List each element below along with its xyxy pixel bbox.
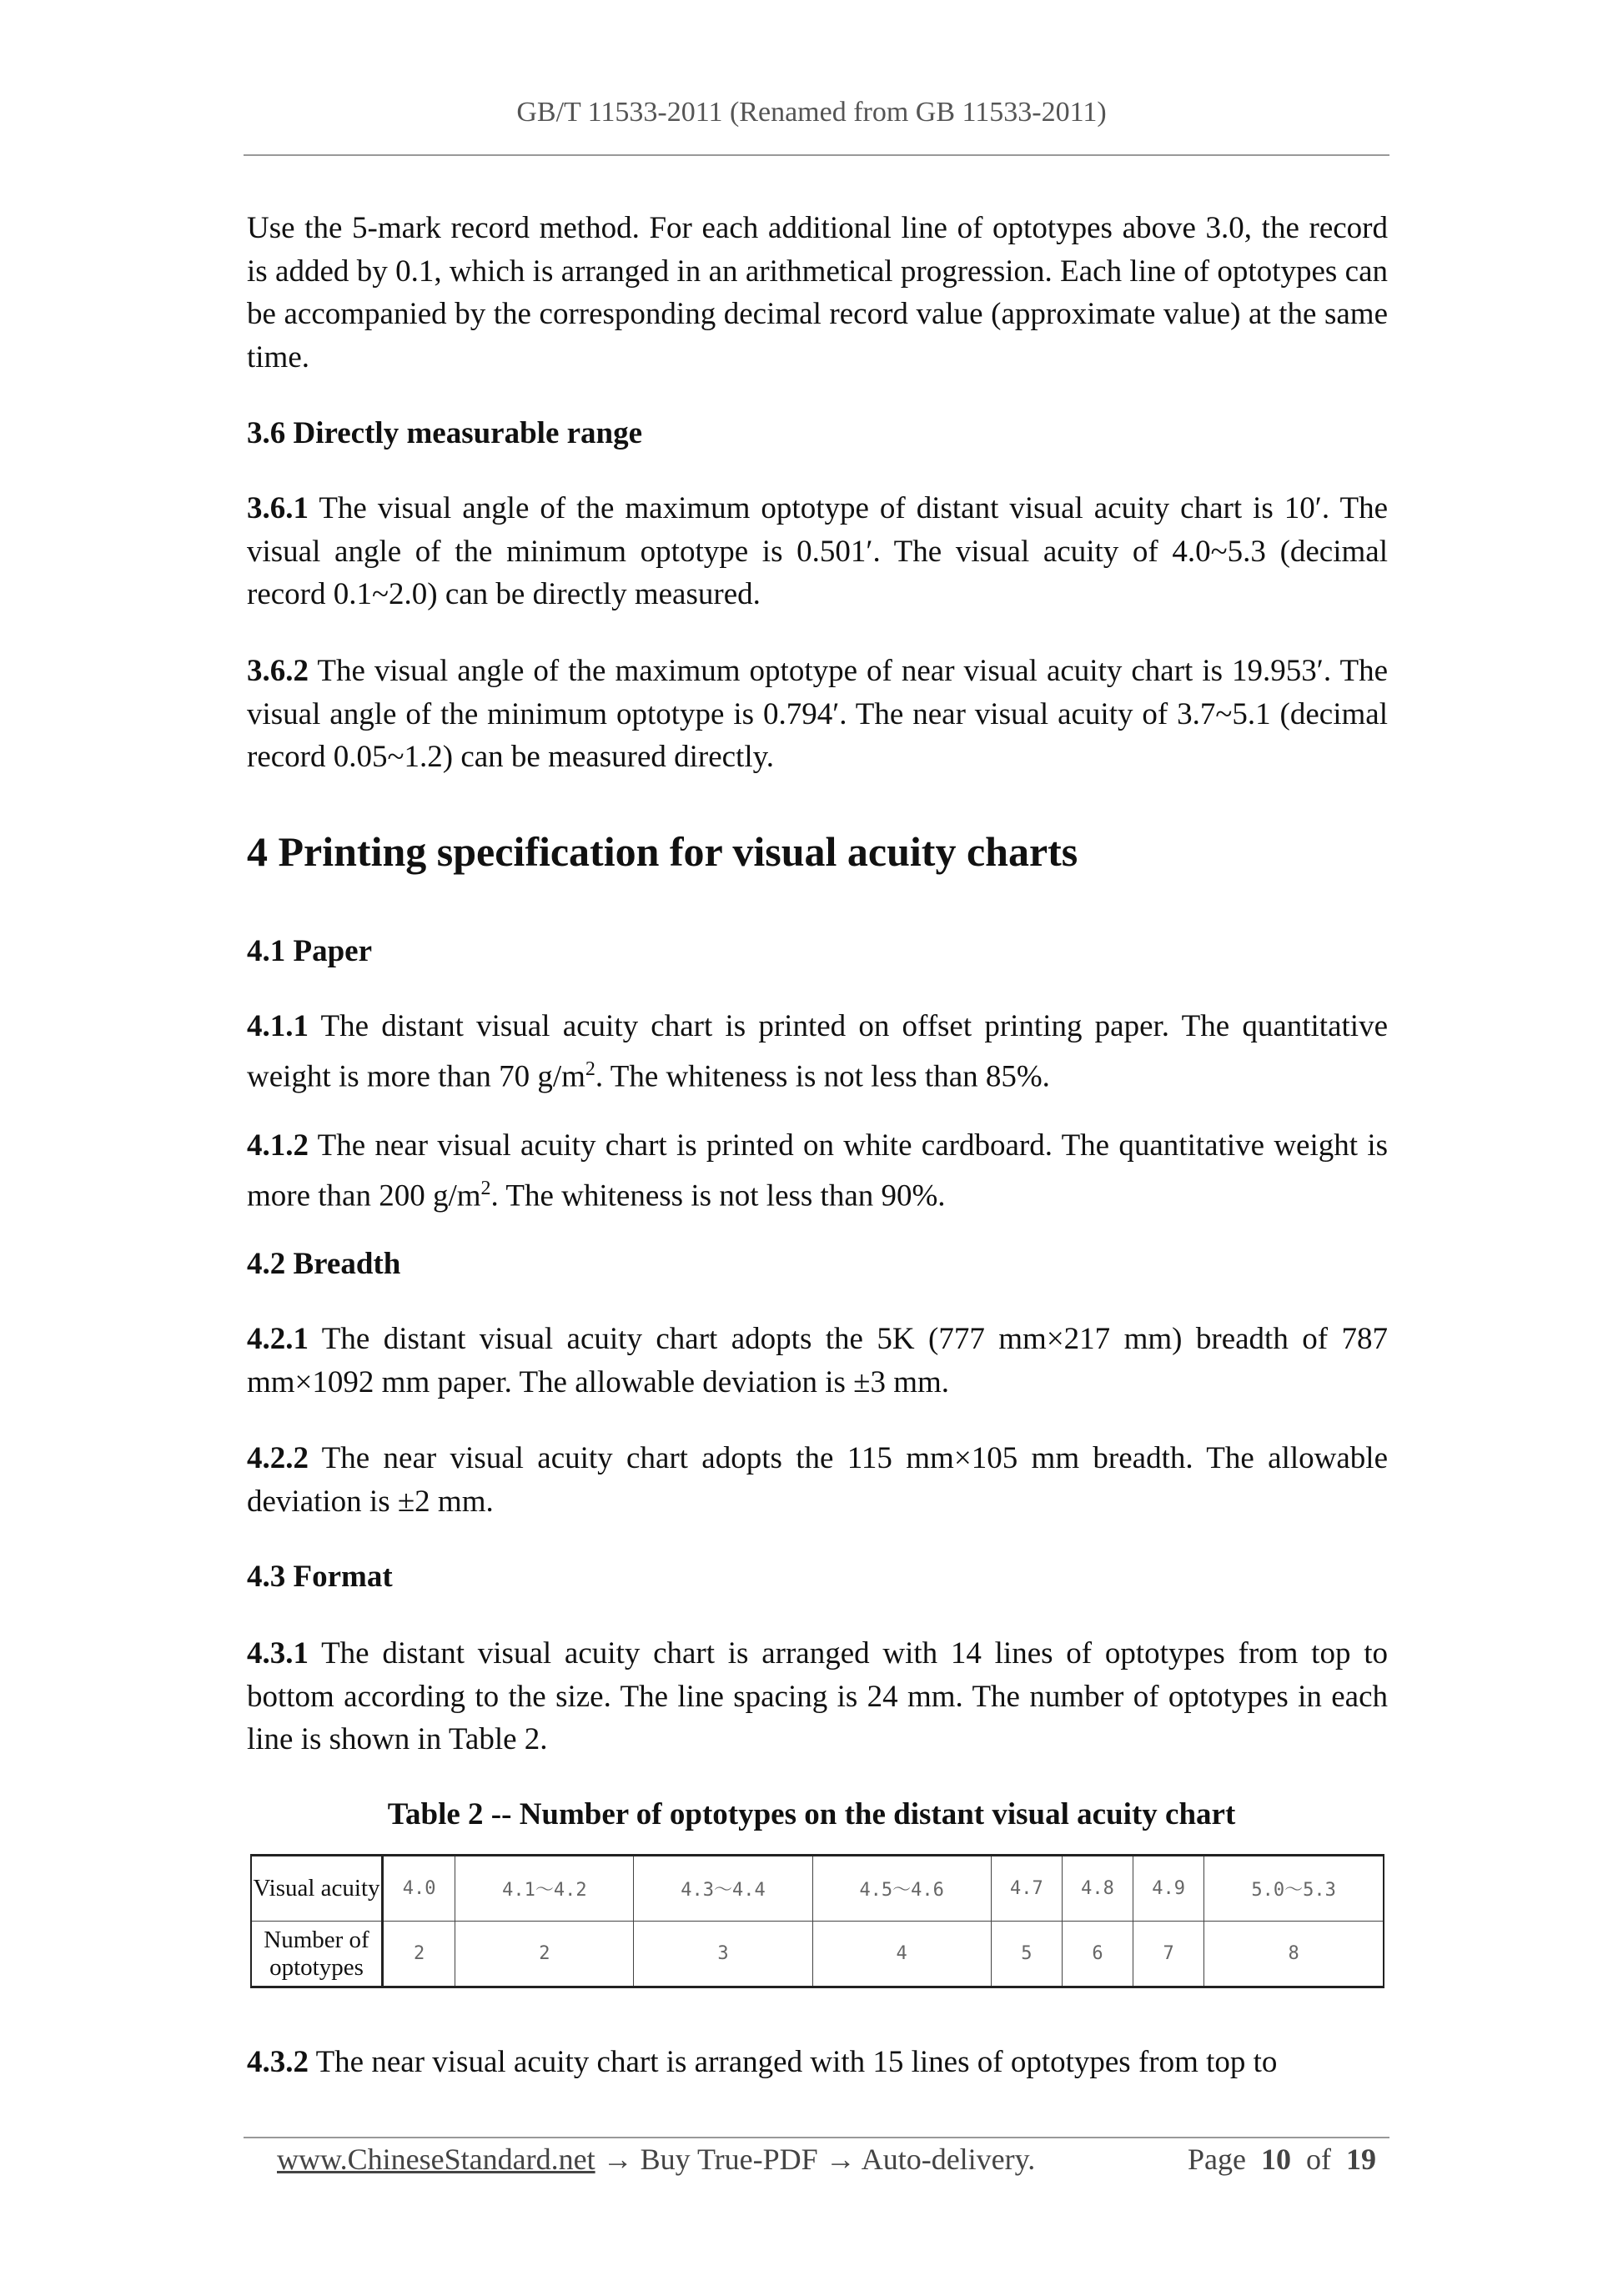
clause-text: The distant visual acuity chart is printed on offset printing paper. The quantitative weight is more than 70 g/m (247, 1009, 1388, 1093)
table-cell: 3 (634, 1922, 812, 1987)
arrow-right-icon: → (825, 2143, 856, 2176)
para-4-1-1 (247, 1005, 1388, 1098)
clause-number: 4.1.1 (247, 1009, 309, 1043)
para-4-3-2 (247, 2041, 1388, 2084)
clause-text: . The whiteness is not less than 90%. (490, 1178, 946, 1213)
clause-text: The near visual acuity chart is printed on white cardboard. The quantitative weight is more than 200 g/m (247, 1128, 1388, 1213)
table-cell: 4.9 (1133, 1856, 1204, 1922)
page-label: Page (1188, 2143, 1246, 2176)
table-cell: 7 (1133, 1922, 1204, 1987)
table-row (251, 1922, 1384, 1987)
optotype-count-table (250, 1854, 1384, 1988)
clause-text: The distant visual acuity chart adopts the 5K (777 mm×217 mm) breadth of 787 mm×1092 mm paper. The allowable deviation is ±3 mm. (247, 1322, 1388, 1399)
clause-number: 3.6.2 (247, 654, 309, 688)
section-3-6-heading: 3.6 Directly measurable range (247, 416, 643, 450)
table-cell: 5 (991, 1922, 1062, 1987)
para-3-6-2 (247, 650, 1388, 779)
total-pages: 19 (1345, 2143, 1376, 2176)
clause-text: The distant visual acuity chart is arranged with 14 lines of optotypes from top to bottom according to the size. The line spacing is 24 mm. The number of optotypes in each line is shown in Table 2. (247, 1636, 1388, 1756)
table-cell: 4.7 (991, 1856, 1062, 1922)
of-label: of (1305, 2143, 1331, 2176)
clause-number: 4.3.2 (247, 2045, 309, 2079)
para-4-2-1 (247, 1318, 1388, 1404)
superscript: 2 (480, 1177, 491, 1199)
superscript: 2 (585, 1058, 595, 1080)
page-number (1188, 2142, 1376, 2177)
clause-number: 4.1.2 (247, 1128, 309, 1163)
table-cell: 4.0 (383, 1856, 455, 1922)
table-cell: 5.0～5.3 (1204, 1856, 1384, 1922)
table-row (251, 1856, 1384, 1922)
para-4-1-2 (247, 1124, 1388, 1217)
header-divider (244, 154, 1389, 156)
arrow-right-icon: → (602, 2143, 633, 2176)
para-4-2-2 (247, 1437, 1388, 1523)
table-cell: 4.8 (1062, 1856, 1133, 1922)
current-page: 10 (1260, 2143, 1291, 2176)
delivery-text: Auto-delivery. (861, 2143, 1036, 2176)
footer-promo (277, 2142, 1035, 2177)
row-header: Number of optotypes (251, 1922, 383, 1987)
table-cell: 4.5～4.6 (812, 1856, 991, 1922)
section-4-2-heading: 4.2 Breadth (247, 1247, 401, 1281)
table-cell: 8 (1204, 1922, 1384, 1987)
footer-divider (244, 2137, 1389, 2138)
table-cell: 4 (812, 1922, 991, 1987)
clause-text: . The whiteness is not less than 85%. (595, 1058, 1050, 1093)
clause-number: 3.6.1 (247, 491, 309, 525)
clause-number: 4.2.1 (247, 1322, 309, 1356)
row-header: Visual acuity (251, 1856, 383, 1922)
buy-text: Buy True-PDF (640, 2143, 818, 2176)
website-link[interactable]: www.ChineseStandard.net (277, 2143, 595, 2176)
table-caption: Table 2 -- Number of optotypes on the distant visual acuity chart (387, 1797, 1236, 1831)
clause-text: The near visual acuity chart adopts the 115 mm×105 mm breadth. The allowable deviation is ±2 mm. (247, 1441, 1388, 1519)
table-cell: 2 (383, 1922, 455, 1987)
intro-paragraph: Use the 5-mark record method. For each additional line of optotypes above 3.0, the record is added by 0.1, which is arranged in an arithmetical progression. Each line of optotypes can be accompanied by the corresponding decimal record value (approximate value) at the same time. (247, 211, 1388, 374)
table-cell: 4.1～4.2 (455, 1856, 634, 1922)
table-cell: 4.3～4.4 (634, 1856, 812, 1922)
table-cell: 2 (455, 1922, 634, 1987)
chapter-4-heading: 4 Printing specification for visual acuity charts (247, 828, 1078, 875)
section-4-3-heading: 4.3 Format (247, 1560, 393, 1594)
table-cell: 6 (1062, 1922, 1133, 1987)
clause-text: The near visual acuity chart is arranged with 15 lines of optotypes from top to (309, 2045, 1278, 2079)
para-3-6-1 (247, 487, 1388, 616)
clause-text: The visual angle of the maximum optotype of distant visual acuity chart is 10′. The visual angle of the minimum optotype is 0.501′. The visual acuity of 4.0~5.3 (decimal record 0.1~2.0) can be directly measured. (247, 491, 1388, 611)
clause-text: The visual angle of the maximum optotype of near visual acuity chart is 19.953′. The visual angle of the minimum optotype is 0.794′. The near visual acuity of 3.7~5.1 (decimal record 0.05~1.2) can be measured directly. (247, 654, 1388, 774)
section-4-1-heading: 4.1 Paper (247, 934, 373, 968)
clause-number: 4.3.1 (247, 1636, 309, 1671)
para-4-3-1 (247, 1632, 1388, 1761)
page-header: GB/T 11533-2011 (Renamed from GB 11533-2011) (516, 97, 1107, 128)
clause-number: 4.2.2 (247, 1441, 309, 1475)
